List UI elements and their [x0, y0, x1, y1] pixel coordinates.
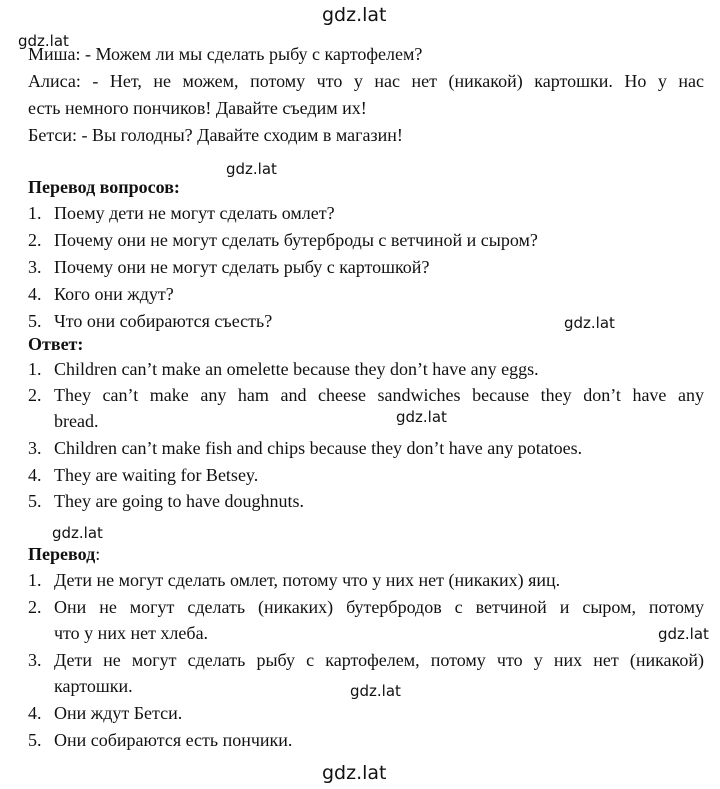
- list-item: [28, 384, 704, 406]
- item-text: Почему они не могут сделать рыбу с картошкой?: [54, 257, 430, 277]
- list-item: [28, 490, 304, 512]
- item-number: 1.: [28, 203, 42, 223]
- list-item: [28, 229, 538, 251]
- answer-heading: Ответ:: [28, 334, 84, 354]
- translation-heading-colon: :: [95, 544, 101, 564]
- list-item: [28, 358, 539, 380]
- list-item: [28, 437, 582, 459]
- list-item: [28, 464, 258, 486]
- item-continuation: что у них нет хлеба.: [54, 623, 209, 643]
- dialogue-line: есть немного пончиков! Давайте съедим их!: [28, 98, 367, 118]
- item-text: Children can’t make an omelette because they don’t have any eggs.: [54, 359, 539, 379]
- item-text: Они ждут Бетси.: [54, 703, 183, 723]
- watermark: gdz.lat: [350, 682, 401, 700]
- list-item: [28, 569, 560, 591]
- item-continuation: bread.: [54, 411, 99, 431]
- item-text: They are waiting for Betsey.: [54, 465, 259, 485]
- item-text: Что они собираются съесть?: [54, 311, 273, 331]
- item-number: 5.: [28, 730, 42, 750]
- item-text: Поему дети не могут сделать омлет?: [54, 203, 335, 223]
- watermark: gdz.lat: [52, 524, 103, 542]
- dialogue-line: Миша: - Можем ли мы сделать рыбу с картофелем?: [28, 44, 423, 64]
- item-text: Дети не могут сделать омлет, потому что у них нет (никаких) яиц.: [54, 570, 561, 590]
- questions-heading: Перевод вопросов:: [28, 177, 180, 197]
- item-number: 1.: [28, 359, 42, 379]
- item-text: Они не могут сделать (никаких) бутербродов с ветчиной и сыром, потому: [54, 597, 704, 617]
- item-text: They are going to have doughnuts.: [54, 491, 304, 511]
- list-item: [28, 649, 704, 671]
- item-number: 2.: [28, 385, 42, 405]
- list-item: [28, 283, 174, 305]
- list-item: [28, 729, 292, 751]
- item-text: Почему они не могут сделать бутерброды с ветчиной и сыром?: [54, 230, 538, 250]
- watermark: gdz.lat: [18, 32, 69, 50]
- watermark: gdz.lat: [396, 408, 447, 426]
- list-item: [28, 310, 272, 332]
- dialogue-line: Бетси: - Вы голодны? Давайте сходим в магазин!: [28, 125, 403, 145]
- translation-heading: [28, 543, 100, 565]
- item-number: 4.: [28, 284, 42, 304]
- list-item: [28, 596, 704, 618]
- item-number: 5.: [28, 311, 42, 331]
- watermark: gdz.lat: [564, 314, 615, 332]
- item-text: Children can’t make fish and chips because they don’t have any potatoes.: [54, 438, 583, 458]
- item-number: 4.: [28, 703, 42, 723]
- item-number: 2.: [28, 230, 42, 250]
- dialogue-line: Алиса: - Нет, не можем, потому что у нас нет (никакой) картошки. Но у нас: [28, 71, 704, 91]
- item-number: 3.: [28, 438, 42, 458]
- watermark: gdz.lat: [226, 160, 277, 178]
- item-number: 4.: [28, 465, 42, 485]
- watermark-top: gdz.lat: [322, 4, 387, 26]
- item-number: 3.: [28, 650, 42, 670]
- watermark-bottom: gdz.lat: [322, 762, 387, 784]
- watermark: gdz.lat: [658, 625, 709, 643]
- list-item: [28, 702, 182, 724]
- item-number: 1.: [28, 570, 42, 590]
- item-number: 2.: [28, 597, 42, 617]
- item-text: They can’t make any ham and cheese sandwiches because they don’t have any: [54, 385, 704, 405]
- list-item: [28, 256, 429, 278]
- item-text: Дети не могут сделать рыбу с картофелем, потому что у них нет (никакой): [54, 650, 704, 670]
- item-number: 5.: [28, 491, 42, 511]
- list-item: [28, 202, 335, 224]
- item-text: Они собираются есть пончики.: [54, 730, 293, 750]
- item-text: Кого они ждут?: [54, 284, 174, 304]
- translation-heading-text: Перевод: [28, 544, 96, 564]
- item-number: 3.: [28, 257, 42, 277]
- item-continuation: картошки.: [54, 676, 133, 696]
